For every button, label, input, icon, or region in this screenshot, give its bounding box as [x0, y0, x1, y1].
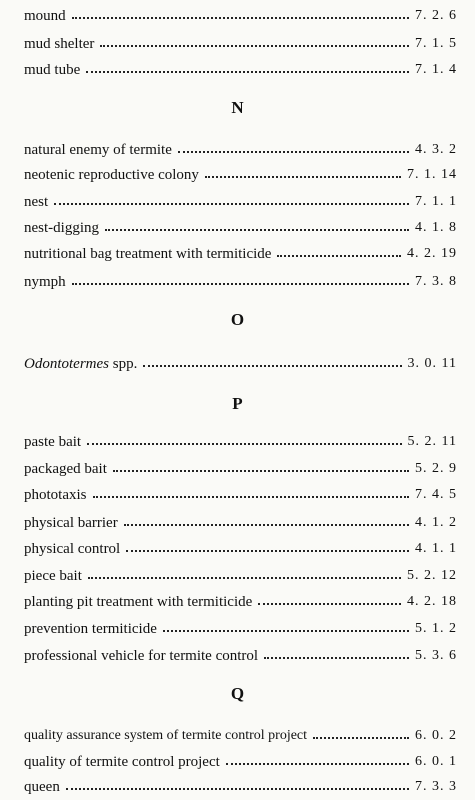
index-entry — [24, 511, 457, 535]
index-term: natural enemy of termite — [24, 141, 172, 158]
index-term: mound — [24, 7, 66, 24]
leader-dots — [113, 470, 409, 472]
section-letter: Q — [230, 684, 245, 703]
section-letter: N — [231, 98, 244, 117]
index-entry — [24, 644, 457, 668]
index-ref: 6. 0. 1 — [415, 754, 457, 769]
index-ref: 5. 1. 2 — [415, 621, 457, 636]
index-term: queen — [24, 778, 60, 795]
index-term: neotenic reproductive colony — [24, 166, 199, 183]
index-ref: 7. 1. 14 — [407, 167, 457, 182]
leader-dots — [54, 203, 409, 205]
index-ref: 5. 3. 6 — [415, 648, 457, 663]
index-entry — [24, 32, 457, 56]
index-term: prevention termiticide — [24, 620, 157, 637]
index-term: quality assurance system of termite control project — [24, 728, 308, 743]
leader-dots — [143, 365, 401, 367]
index-entry — [24, 457, 457, 481]
leader-dots — [72, 17, 409, 19]
index-ref: 6. 0. 2 — [415, 728, 457, 743]
index-ref: 7. 1. 1 — [415, 194, 457, 209]
leader-dots — [126, 550, 409, 552]
leader-dots — [87, 443, 401, 445]
leader-dots — [313, 737, 409, 739]
leader-dots — [66, 788, 409, 790]
leader-dots — [93, 496, 410, 498]
leader-dots — [72, 283, 409, 285]
index-entry — [24, 724, 457, 748]
index-entry — [24, 537, 457, 561]
index-ref: 4. 3. 2 — [415, 142, 457, 157]
index-ref: 7. 4. 5 — [415, 487, 457, 502]
index-ref: 7. 3. 3 — [415, 779, 457, 794]
index-ref: 4. 1. 2 — [415, 515, 457, 530]
index-term: paste bait — [24, 433, 82, 450]
leader-dots — [105, 229, 409, 231]
leader-dots — [100, 45, 409, 47]
leader-dots — [124, 524, 409, 526]
index-term: phototaxis — [24, 486, 87, 503]
index-term: nest — [24, 193, 49, 210]
genus-suffix: spp. — [109, 355, 138, 372]
index-ref: 7. 1. 4 — [415, 62, 457, 77]
index-term: professional vehicle for termite control — [24, 647, 259, 664]
index-entry — [24, 4, 457, 28]
index-ref: 7. 1. 5 — [415, 36, 457, 51]
index-entry — [24, 138, 457, 162]
index-ref: 4. 1. 1 — [415, 541, 457, 556]
index-term: planting pit treatment with termiticide — [24, 593, 253, 610]
index-entry — [24, 352, 457, 376]
index-entry — [24, 216, 457, 240]
index-ref: 3. 0. 11 — [407, 356, 457, 371]
index-entry — [24, 617, 457, 641]
section-letter: P — [232, 394, 243, 413]
leader-dots — [86, 71, 409, 73]
leader-dots — [88, 577, 401, 579]
index-entry — [24, 430, 457, 454]
index-term: quality of termite control project — [24, 753, 220, 770]
index-term: physical control — [24, 540, 121, 557]
section-letter: O — [230, 310, 245, 329]
index-term: packaged bait — [24, 460, 107, 477]
index-ref: 4. 2. 19 — [407, 246, 457, 261]
leader-dots — [178, 151, 409, 153]
index-term: physical barrier — [24, 514, 118, 531]
leader-dots — [205, 176, 401, 178]
leader-dots — [264, 657, 409, 659]
index-entry — [24, 750, 457, 774]
leader-dots — [226, 763, 409, 765]
index-entry — [24, 242, 457, 266]
index-ref: 7. 2. 6 — [415, 8, 457, 23]
index-ref: 4. 1. 8 — [415, 220, 457, 235]
index-term — [24, 356, 137, 373]
index-term: nymph — [24, 273, 66, 290]
index-term: mud tube — [24, 61, 81, 78]
index-entry — [24, 270, 457, 294]
index-ref: 5. 2. 9 — [415, 461, 457, 476]
index-term: mud shelter — [24, 35, 95, 52]
index-term: piece bait — [24, 567, 82, 584]
index-term: nest-digging — [24, 219, 99, 236]
leader-dots — [277, 255, 401, 257]
index-entry — [24, 190, 457, 214]
leader-dots — [258, 603, 401, 605]
index-ref: 5. 2. 12 — [407, 568, 457, 583]
leader-dots — [163, 630, 409, 632]
index-entry — [24, 163, 457, 187]
index-ref: 7. 3. 8 — [415, 274, 457, 289]
index-ref: 4. 2. 18 — [407, 594, 457, 609]
index-entry — [24, 483, 457, 507]
index-entry — [24, 775, 457, 799]
index-entry — [24, 58, 457, 82]
index-term: nutritional bag treatment with termiticide — [24, 245, 272, 262]
genus-name: Odontotermes — [24, 355, 109, 372]
index-entry — [24, 564, 457, 588]
index-ref: 5. 2. 11 — [407, 434, 457, 449]
index-entry — [24, 590, 457, 614]
